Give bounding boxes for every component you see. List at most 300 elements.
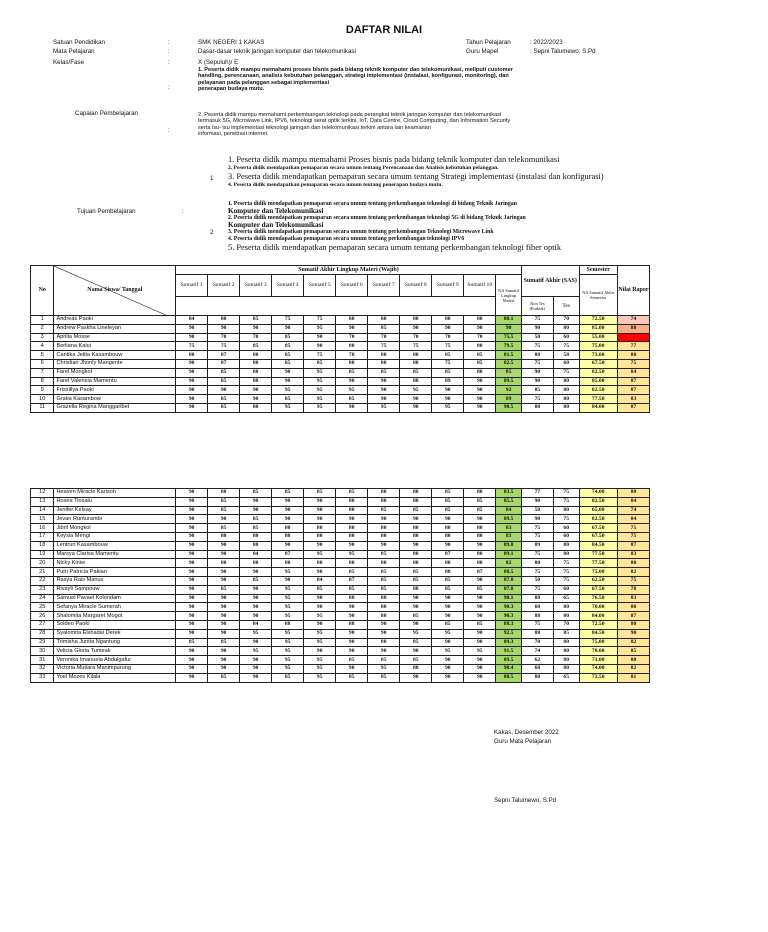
- grade-cell: 60: [553, 532, 579, 541]
- grade-cell: 95: [432, 403, 464, 412]
- grade-cell: 90: [272, 368, 304, 377]
- grade-cell: 90: [176, 576, 208, 585]
- grade-cell: 90: [272, 377, 304, 386]
- row-number: 2: [31, 324, 54, 333]
- grade-cell: 89: [432, 377, 464, 386]
- grade-cell: 90: [240, 656, 272, 665]
- grade-cell: 90: [368, 515, 400, 524]
- col-header-sumatif-4: Sumatif 4: [272, 275, 304, 297]
- grade-cell: 80.1: [496, 316, 522, 325]
- label-tujuan: Tujuan Pembelajaran: [77, 208, 136, 215]
- student-name: Veronika Imanuela Abdulgafur: [54, 656, 176, 665]
- grade-cell: 85: [400, 638, 432, 647]
- grade-cell: 83: [496, 532, 522, 541]
- grade-cell: 91.5: [496, 647, 522, 656]
- grade-cell: 90: [368, 620, 400, 629]
- grade-cell: 87: [617, 403, 649, 412]
- grade-cell: 70: [336, 333, 368, 342]
- table-row: [31, 403, 650, 412]
- grade-cell: 85: [464, 359, 496, 368]
- row-number: 30: [31, 647, 54, 656]
- grade-cell: 90: [521, 515, 553, 524]
- grade-cell: 80: [617, 603, 649, 612]
- row-number: 22: [31, 576, 54, 585]
- student-name: Yoel Mozes Kilala: [54, 673, 176, 682]
- grade-cell: 95: [304, 403, 336, 412]
- value-satuan: SMK NEGERI 1 KAKAS: [198, 39, 265, 46]
- grade-cell: 70: [553, 620, 579, 629]
- student-name: Aprilia Mosse: [54, 333, 176, 342]
- grade-cell: 60: [553, 333, 579, 342]
- grade-cell: 85: [553, 629, 579, 638]
- grade-cell: 95: [272, 664, 304, 673]
- grade-cell: 88.5: [496, 673, 522, 682]
- table-row: [31, 629, 650, 638]
- grade-cell: 90: [304, 515, 336, 524]
- table-body-bottom: [31, 489, 650, 683]
- student-name: Frissillya Paoki: [54, 386, 176, 395]
- grade-cell: 90.5: [496, 403, 522, 412]
- grade-cell: 80: [617, 656, 649, 665]
- table-row: [31, 395, 650, 404]
- grade-cell: 90: [176, 647, 208, 656]
- col-header-no: No: [31, 266, 54, 316]
- grade-cell: 83: [617, 395, 649, 404]
- grade-cell: 65: [617, 333, 649, 342]
- grade-cell: 90: [336, 377, 368, 386]
- grade-cell: 90: [208, 541, 240, 550]
- grade-cell: 95: [304, 395, 336, 404]
- grade-cell: 80: [553, 386, 579, 395]
- grade-cell: 90: [176, 403, 208, 412]
- grade-cell: 90: [176, 359, 208, 368]
- grade-cell: 90: [176, 568, 208, 577]
- grade-cell: 70: [553, 316, 579, 325]
- grade-cell: 80: [368, 559, 400, 568]
- grade-cell: 85: [208, 524, 240, 533]
- grade-cell: 87: [464, 568, 496, 577]
- grade-cell: 84.50: [579, 629, 617, 638]
- grade-cell: 90: [208, 568, 240, 577]
- grade-cell: 85: [208, 368, 240, 377]
- grade-cell: 90: [208, 647, 240, 656]
- grade-cell: 77.50: [579, 559, 617, 568]
- grade-cell: 95: [304, 664, 336, 673]
- grade-cell: 80: [553, 324, 579, 333]
- student-name: Victoria Mutiara Manimpurung: [54, 664, 176, 673]
- grade-cell: 88: [521, 351, 553, 360]
- table-row: [31, 541, 650, 550]
- student-name: Heaven Miracle Karisoh: [54, 489, 176, 498]
- grade-cell: 80: [240, 403, 272, 412]
- grade-cell: 70: [368, 333, 400, 342]
- grade-cell: 89.1: [496, 550, 522, 559]
- grade-cell: 95: [272, 638, 304, 647]
- grade-cell: 90: [176, 515, 208, 524]
- grade-cell: 82.50: [579, 368, 617, 377]
- grade-cell: 78: [617, 585, 649, 594]
- grade-cell: 90: [432, 324, 464, 333]
- grade-cell: 90: [208, 612, 240, 621]
- grade-cell: 90: [176, 620, 208, 629]
- group-header-sas: Sumatif Akhir (SAS): [521, 266, 579, 297]
- grade-cell: 90: [176, 664, 208, 673]
- grade-cell: 87: [617, 386, 649, 395]
- grade-cell: 89.8: [496, 541, 522, 550]
- grade-cell: 95: [272, 603, 304, 612]
- colon: :: [182, 208, 184, 215]
- col-header-nama: Nama Siswa/ Tanggal: [54, 266, 176, 316]
- grade-cell: 90: [240, 506, 272, 515]
- grade-cell: 75: [521, 342, 553, 351]
- grade-cell: 95: [272, 647, 304, 656]
- grade-cell: 80: [464, 532, 496, 541]
- grade-cell: 85: [208, 395, 240, 404]
- grade-cell: 80: [521, 673, 553, 682]
- row-number: 3: [31, 333, 54, 342]
- grade-cell: 90: [336, 664, 368, 673]
- grade-cell: 90: [272, 497, 304, 506]
- grade-cell: 88: [368, 594, 400, 603]
- student-name: Berliana Kalui: [54, 342, 176, 351]
- grade-cell: 85.00: [579, 377, 617, 386]
- footer-place-date: Kakas, Desember 2022: [494, 729, 559, 736]
- grade-cell: 74.00: [579, 664, 617, 673]
- grade-cell: 77.50: [579, 395, 617, 404]
- col-header-semester: Semester: [579, 266, 617, 275]
- row-number: 32: [31, 664, 54, 673]
- grade-cell: 80: [208, 489, 240, 498]
- grade-cell: 85: [240, 576, 272, 585]
- grade-cell: 84.50: [579, 541, 617, 550]
- grade-cell: 72.50: [579, 316, 617, 325]
- grade-cell: 85: [272, 333, 304, 342]
- grade-cell: 74: [617, 316, 649, 325]
- student-name: Jevan Runturambi: [54, 515, 176, 524]
- grade-cell: 67.50: [579, 585, 617, 594]
- grade-cell: 95: [336, 386, 368, 395]
- student-name: Christian Jhonly Mangente: [54, 359, 176, 368]
- grade-cell: 75: [521, 395, 553, 404]
- grade-cell: 84: [304, 576, 336, 585]
- student-name: Nicky Kiniw: [54, 559, 176, 568]
- grade-cell: 60: [553, 359, 579, 368]
- row-number: 31: [31, 656, 54, 665]
- table-row: [31, 524, 650, 533]
- grade-cell: 75: [432, 342, 464, 351]
- grade-cell: 85: [336, 395, 368, 404]
- grade-cell: 82.5: [496, 359, 522, 368]
- grade-cell: 80: [240, 351, 272, 360]
- grade-cell: 80: [617, 351, 649, 360]
- grade-cell: 90: [240, 612, 272, 621]
- grade-cell: 90: [240, 395, 272, 404]
- grade-cell: 95: [240, 629, 272, 638]
- grade-cell: 80: [400, 316, 432, 325]
- grade-cell: 85: [336, 368, 368, 377]
- grade-cell: 90: [400, 403, 432, 412]
- row-number: 13: [31, 497, 54, 506]
- row-number: 16: [31, 524, 54, 533]
- col-header-sumatif-5: Sumatif 5: [304, 275, 336, 297]
- row-number: 14: [31, 506, 54, 515]
- grade-cell: 80: [553, 506, 579, 515]
- grade-cell: 90: [368, 629, 400, 638]
- grade-cell: 85: [368, 324, 400, 333]
- label-guru: Guru Mapel: [466, 48, 499, 55]
- grade-cell: 90: [400, 603, 432, 612]
- student-name: Rasya Rais Manus: [54, 576, 176, 585]
- grade-cell: 90: [464, 576, 496, 585]
- grade-cell: 90: [336, 647, 368, 656]
- grade-cell: 90: [432, 612, 464, 621]
- grade-cell: 90: [336, 603, 368, 612]
- grade-cell: 75: [553, 489, 579, 498]
- grade-cell: 90: [617, 629, 649, 638]
- row-number: 15: [31, 515, 54, 524]
- grade-cell: 90: [496, 324, 522, 333]
- grade-cell: 95: [304, 673, 336, 682]
- row-number: 9: [31, 386, 54, 395]
- grade-cell: 85: [176, 638, 208, 647]
- grade-cell: 90: [176, 489, 208, 498]
- table-row: [31, 585, 650, 594]
- grade-cell: 90: [432, 515, 464, 524]
- table-body-top: [31, 316, 650, 413]
- grade-cell: 80: [553, 612, 579, 621]
- grade-cell: 88: [368, 638, 400, 647]
- grade-cell: 80: [208, 316, 240, 325]
- grade-cell: 90: [208, 515, 240, 524]
- grade-cell: 90: [336, 612, 368, 621]
- grade-cell: 90: [336, 515, 368, 524]
- colon: :: [168, 84, 170, 91]
- grade-cell: 80: [336, 497, 368, 506]
- grade-cell: 77: [521, 489, 553, 498]
- grade-cell: 80: [617, 489, 649, 498]
- table-row: [31, 333, 650, 342]
- grade-cell: 75: [553, 568, 579, 577]
- grade-cell: 74: [521, 647, 553, 656]
- grade-cell: 95: [272, 629, 304, 638]
- row-number: 25: [31, 603, 54, 612]
- grade-cell: 80: [336, 506, 368, 515]
- grade-cell: 90: [464, 656, 496, 665]
- student-name: Lentrun Kasambouw: [54, 541, 176, 550]
- grade-cell: 62: [521, 656, 553, 665]
- grade-cell: 58: [553, 351, 579, 360]
- grade-cell: 95: [368, 664, 400, 673]
- row-number: 24: [31, 594, 54, 603]
- grade-cell: 88: [432, 568, 464, 577]
- grade-cell: 75: [617, 576, 649, 585]
- grade-cell: 85: [464, 497, 496, 506]
- grade-cell: 65: [553, 594, 579, 603]
- grade-cell: 95: [304, 324, 336, 333]
- grade-cell: 84.00: [579, 403, 617, 412]
- grade-cell: 75: [617, 524, 649, 533]
- grade-cell: 90: [304, 541, 336, 550]
- grade-cell: 84: [617, 368, 649, 377]
- grade-cell: 80: [617, 559, 649, 568]
- grade-cell: 88: [521, 594, 553, 603]
- document-title: DAFTAR NILAI: [345, 24, 423, 36]
- grade-cell: 95: [272, 612, 304, 621]
- grade-cell: 85: [336, 568, 368, 577]
- grade-cell: 87.8: [496, 585, 522, 594]
- grade-cell: 80: [432, 524, 464, 533]
- grade-cell: 85: [464, 620, 496, 629]
- grade-cell: 75: [553, 342, 579, 351]
- grade-cell: 85: [304, 585, 336, 594]
- student-name: Rivayli Sampouw: [54, 585, 176, 594]
- grade-cell: 88: [240, 541, 272, 550]
- grade-cell: 65: [553, 673, 579, 682]
- grade-cell: 90: [240, 497, 272, 506]
- colon: :: [168, 39, 170, 46]
- grade-cell: 80: [240, 368, 272, 377]
- grade-cell: 90: [304, 568, 336, 577]
- grade-cell: 82.50: [579, 386, 617, 395]
- grade-cell: 85: [432, 351, 464, 360]
- grade-cell: 90: [176, 559, 208, 568]
- grade-cell: 80: [400, 559, 432, 568]
- grade-cell: 90: [368, 541, 400, 550]
- grade-cell: 95: [304, 638, 336, 647]
- grade-cell: 80: [553, 638, 579, 647]
- grade-cell: 89: [521, 541, 553, 550]
- grade-cell: 75: [521, 620, 553, 629]
- grade-cell: 88: [336, 620, 368, 629]
- grade-cell: 95: [272, 656, 304, 665]
- grade-cell: 90: [176, 333, 208, 342]
- grade-cell: 75.5: [496, 333, 522, 342]
- table-row: [31, 506, 650, 515]
- table-row: [31, 342, 650, 351]
- grade-cell: 85: [208, 638, 240, 647]
- value-mapel: Dasar-dasar teknik jaringan komputer dan telekomunikasi: [198, 48, 356, 55]
- grade-cell: 85.5: [496, 497, 522, 506]
- grade-cell: 90: [521, 497, 553, 506]
- col-header-sumatif-3: Sumatif 3: [240, 275, 272, 297]
- grade-cell: 85: [336, 585, 368, 594]
- grade-cell: 85: [208, 403, 240, 412]
- grade-cell: 90: [272, 515, 304, 524]
- grade-cell: 80: [336, 524, 368, 533]
- grade-cell: 90: [432, 541, 464, 550]
- table-row: [31, 638, 650, 647]
- value-tahun: : 2022/2023: [530, 39, 563, 46]
- grade-cell: 95: [304, 612, 336, 621]
- grade-cell: 85: [208, 497, 240, 506]
- table-row: [31, 351, 650, 360]
- grade-cell: 85: [464, 351, 496, 360]
- grade-cell: 85: [368, 550, 400, 559]
- col-header-tes: Tes: [553, 297, 579, 316]
- grade-cell: 85: [272, 489, 304, 498]
- grade-cell: 90: [368, 377, 400, 386]
- grade-cell: 76.50: [579, 594, 617, 603]
- student-name: Jibril Mongkol: [54, 524, 176, 533]
- grade-cell: 85: [272, 342, 304, 351]
- grade-cell: 90: [176, 368, 208, 377]
- table-row: [31, 359, 650, 368]
- grade-cell: 85: [617, 647, 649, 656]
- grade-cell: 95: [400, 629, 432, 638]
- grade-cell: 85: [368, 673, 400, 682]
- grade-cell: 90: [176, 377, 208, 386]
- grade-cell: 85: [208, 506, 240, 515]
- row-number: 23: [31, 585, 54, 594]
- row-number: 1: [31, 316, 54, 325]
- col-header-nilai-rapor: Nilai Rapor: [617, 266, 649, 316]
- row-number: 6: [31, 359, 54, 368]
- grade-cell: 90: [464, 673, 496, 682]
- grade-cell: 75: [521, 524, 553, 533]
- grade-cell: 90: [521, 368, 553, 377]
- grade-cell: 88: [521, 612, 553, 621]
- grade-cell: 95: [272, 585, 304, 594]
- grade-cell: 60: [553, 585, 579, 594]
- grade-cell: 88: [464, 550, 496, 559]
- grade-cell: 90: [368, 647, 400, 656]
- grade-cell: 80: [553, 541, 579, 550]
- grade-cell: 60: [521, 603, 553, 612]
- grade-cell: 90: [464, 603, 496, 612]
- grade-cell: 55.00: [579, 333, 617, 342]
- col-header-sumatif-6: Sumatif 6: [336, 275, 368, 297]
- table-row: [31, 576, 650, 585]
- grade-cell: 90: [304, 342, 336, 351]
- grade-cell: 50: [521, 576, 553, 585]
- grade-cell: 80: [368, 316, 400, 325]
- grade-cell: 89.5: [496, 377, 522, 386]
- grade-cell: 85: [336, 656, 368, 665]
- grade-cell: 80: [272, 524, 304, 533]
- grade-cell: 80: [208, 532, 240, 541]
- tujuan-2: 1. Peserta didik mendapatkan pemaparan secara umum tentang perkembangan teknologi di bidang Teknik Jaringan Komputer dan Telekomunikasi 2. Peserta didik mendapatkan pemaparan secara umum tentang perkembangan teknologi 5G di bidang Teknik Jaringan Komputer dan Telekomunikasi 3. Peserta didik mendapatkan pemaparan secara umum tentang perkembangan Teknologi Microwave Link 4. Peserta didik mendapatkan pemaparan secara umum tentang perkembangan teknologi IPV6 5. Peserta didik mendapatkan pemaparan secara umum tentang perkembangan teknologi fiber optik: [228, 201, 562, 252]
- grade-cell: 90: [432, 395, 464, 404]
- grade-cell: 90: [400, 541, 432, 550]
- student-name: Velicia Gloria Tumeak: [54, 647, 176, 656]
- grade-cell: 88: [368, 603, 400, 612]
- grade-cell: 85: [432, 576, 464, 585]
- grade-cell: 85: [432, 620, 464, 629]
- grade-cell: 90: [208, 629, 240, 638]
- grade-cell: 95: [272, 386, 304, 395]
- footer-role: Guru Mata Pelajaran: [494, 738, 552, 745]
- grade-cell: 70: [432, 333, 464, 342]
- grade-cell: 95: [304, 368, 336, 377]
- grade-cell: 83.5: [496, 489, 522, 498]
- grade-cell: 75: [208, 342, 240, 351]
- table-row: [31, 656, 650, 665]
- table-row: [31, 568, 650, 577]
- grade-cell: 87: [336, 576, 368, 585]
- student-name: Soldeo Paoki: [54, 620, 176, 629]
- grade-cell: 90: [208, 594, 240, 603]
- grade-cell: 83: [496, 524, 522, 533]
- grade-cell: 84: [176, 316, 208, 325]
- student-name: Gratia Kasambow: [54, 395, 176, 404]
- grade-cell: 95: [304, 629, 336, 638]
- grade-cell: 90: [304, 497, 336, 506]
- grade-cell: 80: [432, 316, 464, 325]
- row-number: 19: [31, 550, 54, 559]
- grade-cell: 80: [272, 532, 304, 541]
- grade-cell: 81: [617, 673, 649, 682]
- grade-cell: 90: [176, 612, 208, 621]
